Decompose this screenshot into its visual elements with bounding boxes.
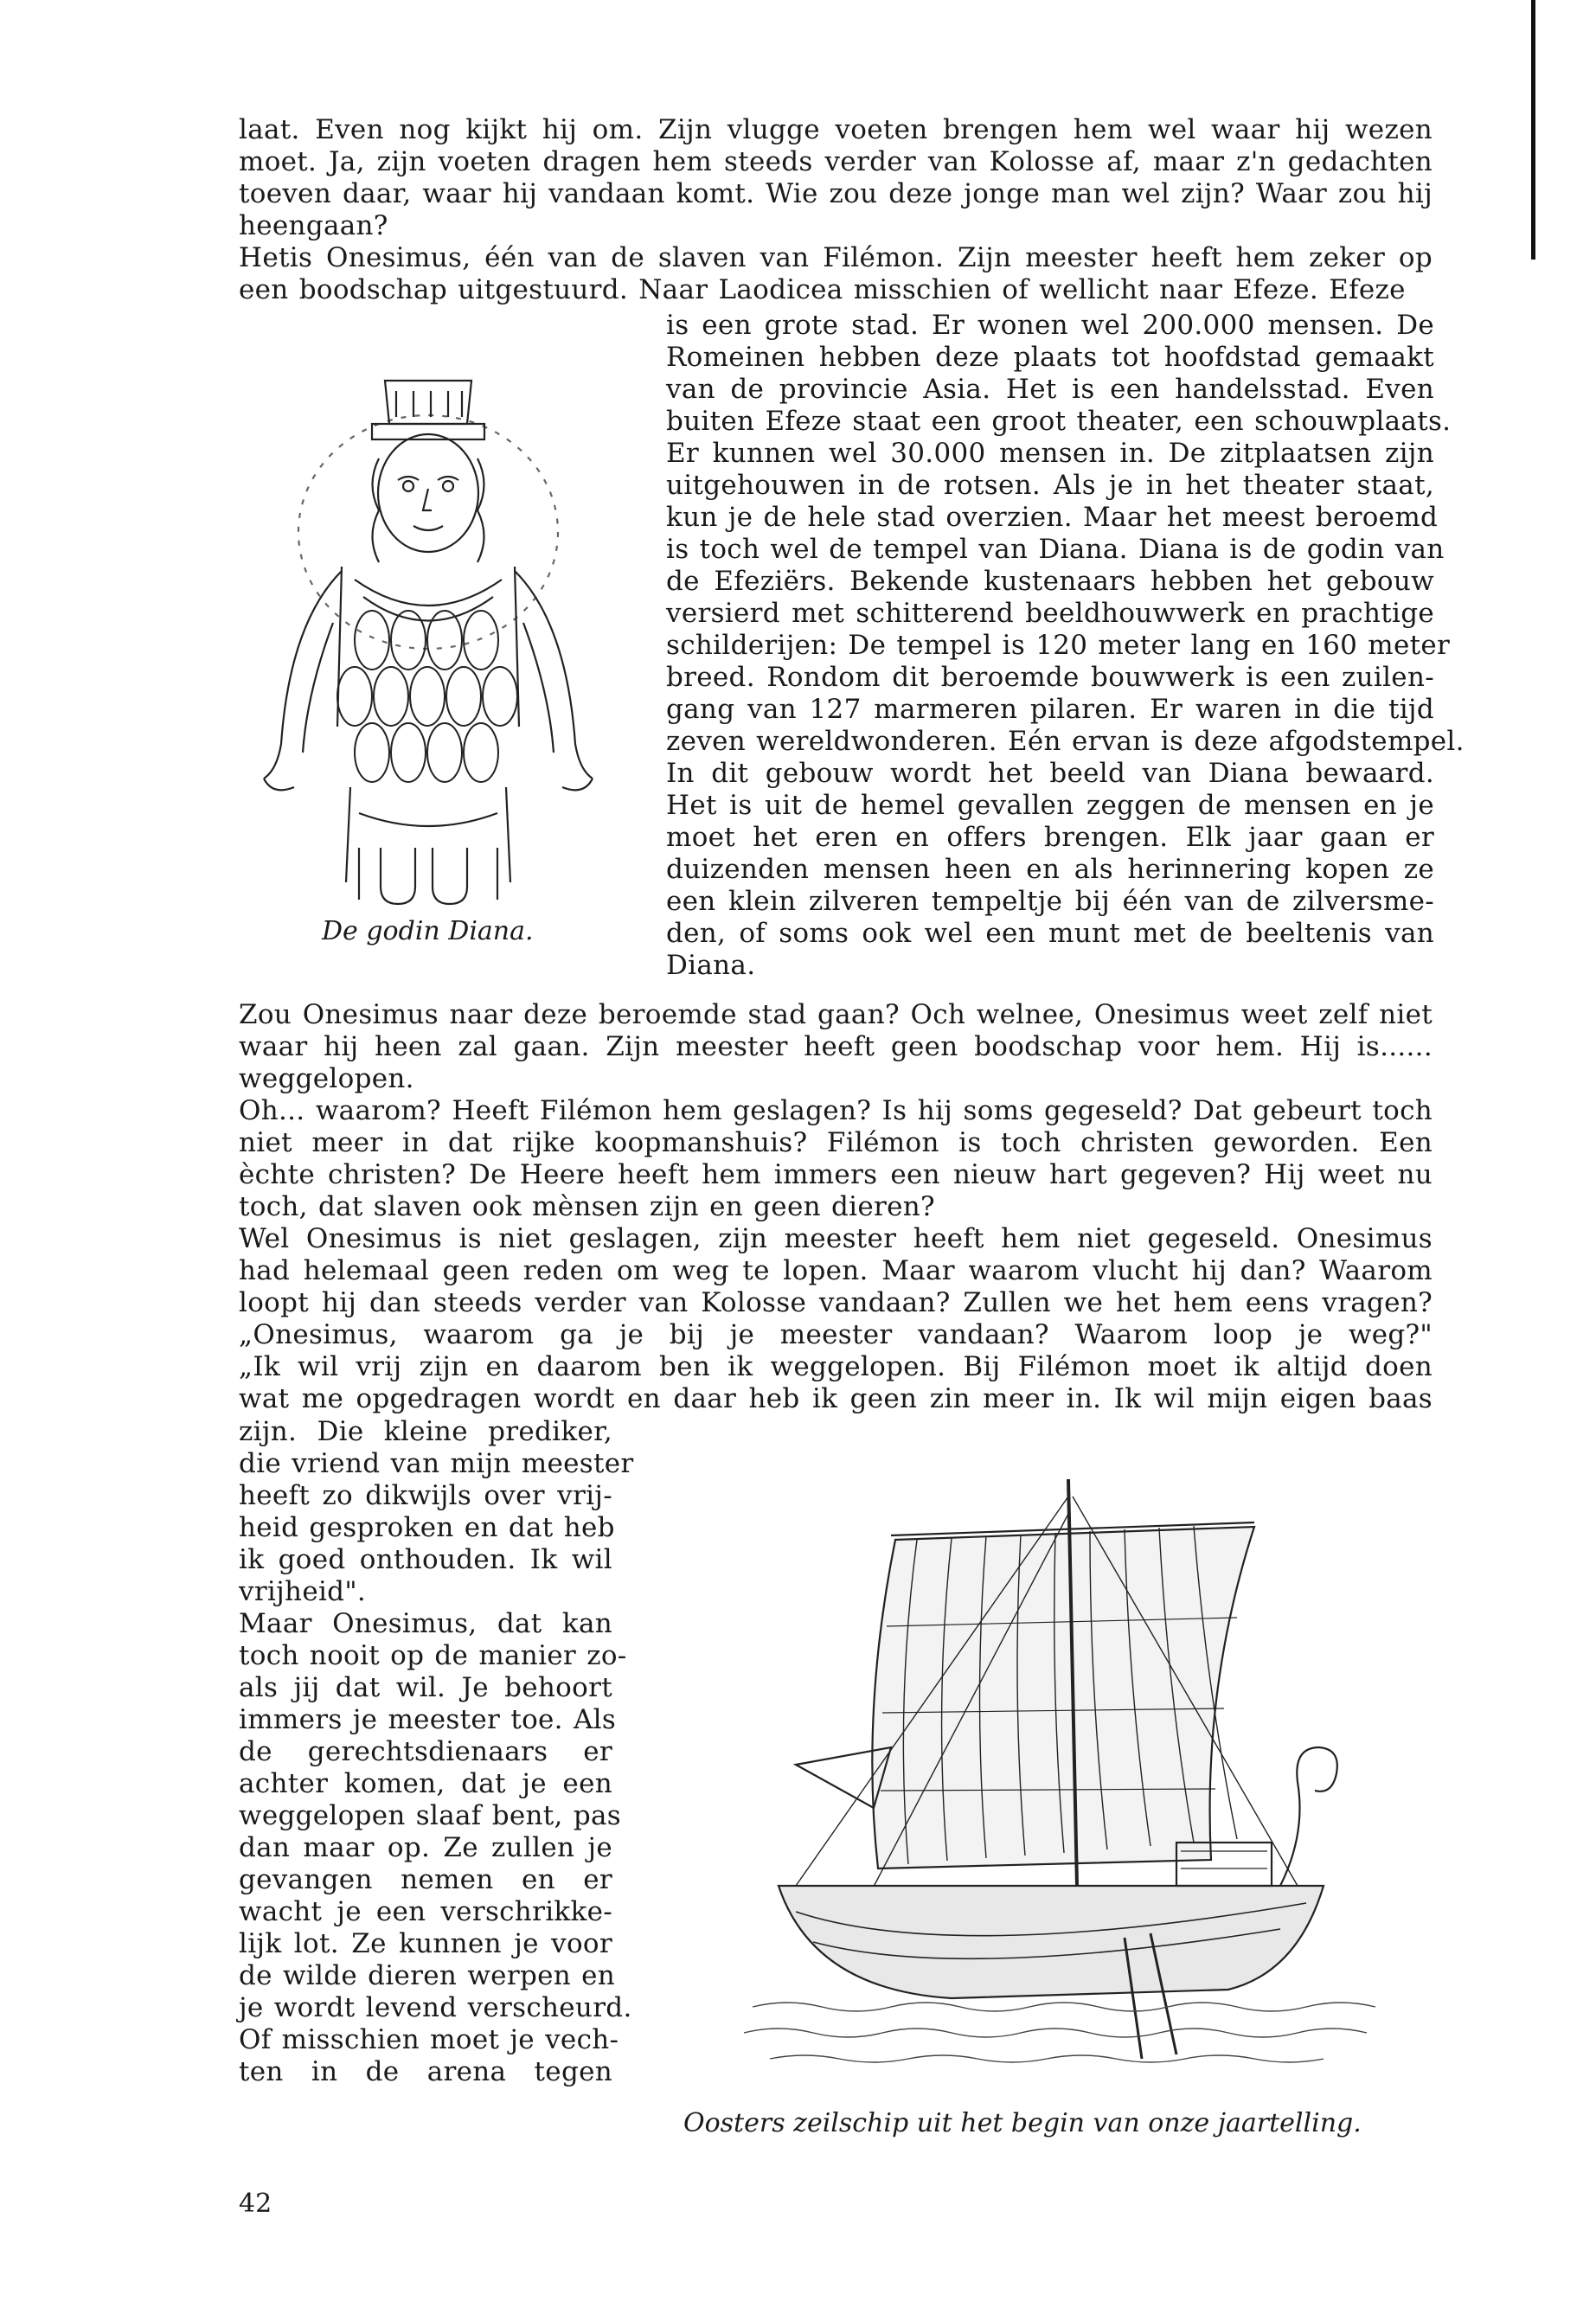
text-line: de wilde dieren werpen en xyxy=(239,1960,616,1991)
text-line: Maar Onesimus, dat kan xyxy=(239,1608,612,1639)
text-line: achter komen, dat je een xyxy=(239,1768,612,1799)
text-line: als jij dat wil. Je behoort xyxy=(239,1672,612,1703)
text-line: schilderijen: De tempel is 120 meter lang en 160 meter xyxy=(666,630,1451,661)
paragraph-onesimus xyxy=(239,999,1433,1415)
text-line: Er kunnen wel 30.000 mensen in. De zitplaatsen zijn xyxy=(666,438,1434,469)
text-line: zijn. Die kleine prediker, xyxy=(239,1416,612,1447)
text-line: heeft zo dikwijls over vrij- xyxy=(239,1480,612,1511)
paragraph-efeze xyxy=(666,310,1465,982)
text-line: den, of soms ook wel een munt met de beeltenis van xyxy=(666,918,1434,949)
text-line: toeven daar, waar hij vandaan komt. Wie zou deze jonge man wel zijn? Waar zou hij xyxy=(239,178,1433,209)
text-line: is een grote stad. Er wonen wel 200.000 mensen. De xyxy=(666,310,1434,341)
paragraph-intro xyxy=(239,114,1433,306)
text-line: Hetis Onesimus, één van de slaven van Filémon. Zijn meester heeft hem zeker op xyxy=(239,242,1433,273)
text-line: had helemaal geen reden om weg te lopen. Maar waarom vlucht hij dan? Waarom xyxy=(239,1255,1433,1286)
text-line: èchte christen? De Heere heeft hem immers een nieuw hart gegeven? Hij weet nu xyxy=(239,1159,1433,1190)
text-line: dan maar op. Ze zullen je xyxy=(239,1832,612,1863)
text-line: In dit gebouw wordt het beeld van Diana bewaard. xyxy=(666,758,1434,789)
text-line: Het is uit de hemel gevallen zeggen de mensen en je xyxy=(666,790,1434,821)
text-line: Zou Onesimus naar deze beroemde stad gaan? Och welnee, Onesimus weet zelf niet xyxy=(239,999,1433,1030)
text-line: zeven wereldwonderen. Eén ervan is deze afgodstempel. xyxy=(666,726,1465,757)
text-line: immers je meester toe. Als xyxy=(239,1704,617,1735)
text-line: die vriend van mijn meester xyxy=(239,1448,634,1479)
text-line: toch nooit op de manier zo- xyxy=(239,1640,627,1671)
ship-illustration xyxy=(744,1401,1436,2076)
text-line: Wel Onesimus is niet geslagen, zijn meester heeft hem niet gegeseld. Onesimus xyxy=(239,1223,1433,1254)
text-line: weggelopen. xyxy=(239,1063,414,1094)
text-line: Diana. xyxy=(666,950,756,981)
text-line: een boodschap uitgestuurd. Naar Laodicea misschien of wellicht naar Efeze. Efeze xyxy=(239,274,1406,305)
text-line: moet het eren en offers brengen. Elk jaar gaan er xyxy=(666,822,1434,853)
text-line: waar hij heen zal gaan. Zijn meester heeft geen boodschap voor hem. Hij is...... xyxy=(239,1031,1433,1062)
text-line: heid gesproken en dat heb xyxy=(239,1512,615,1543)
text-line: niet meer in dat rijke koopmanshuis? Filémon is toch christen geworden. Een xyxy=(239,1127,1433,1158)
text-line: „Ik wil vrij zijn en daarom ben ik weggelopen. Bij Filémon moet ik altijd doen xyxy=(239,1351,1433,1382)
text-line: wat me opgedragen wordt en daar heb ik geen zin meer in. Ik wil mijn eigen baas xyxy=(239,1383,1433,1414)
text-line: toch, dat slaven ook mènsen zijn en geen dieren? xyxy=(239,1191,935,1222)
text-line: versierd met schitterend beeldhouwwerk en prachtige xyxy=(666,598,1434,629)
text-line: loopt hij dan steeds verder van Kolosse vandaan? Zullen we het hem eens vragen? xyxy=(239,1287,1433,1318)
text-line: Of misschien moet je vech- xyxy=(239,2024,619,2055)
text-line: „Onesimus, waarom ga je bij je meester vandaan? Waarom loop je weg?" xyxy=(239,1319,1433,1350)
text-line: heengaan? xyxy=(239,210,388,241)
text-line: is toch wel de tempel van Diana. Diana is de godin van xyxy=(666,534,1445,565)
text-line: moet. Ja, zijn voeten dragen hem steeds verder van Kolosse af, maar z'n gedachten xyxy=(239,146,1433,177)
text-line: uitgehouwen in de rotsen. Als je in het theater staat, xyxy=(666,470,1434,501)
text-line: Oh... waarom? Heeft Filémon hem geslagen? Is hij soms gegeseld? Dat gebeurt toch xyxy=(239,1095,1433,1126)
text-line: laat. Even nog kijkt hij om. Zijn vlugge voeten brengen hem wel waar hij wezen xyxy=(239,114,1433,145)
text-line: ik goed onthouden. Ik wil xyxy=(239,1544,612,1575)
text-line: vrijheid". xyxy=(239,1576,367,1607)
text-line: de gerechtsdienaars er xyxy=(239,1736,612,1767)
diana-illustration xyxy=(251,363,614,934)
text-line: een klein zilveren tempeltje bij één van de zilversme- xyxy=(666,886,1434,917)
scan-edge-mark xyxy=(1531,0,1535,260)
text-line: buiten Efeze staat een groot theater, een schouwplaats. xyxy=(666,406,1452,437)
paragraph-vrijheid xyxy=(239,1416,634,2088)
text-line: gang van 127 marmeren pilaren. Er waren in die tijd xyxy=(666,694,1434,725)
text-line: ten in de arena tegen xyxy=(239,2056,612,2087)
text-line: de Efeziërs. Bekende kustenaars hebben het gebouw xyxy=(666,566,1434,597)
page-number: 42 xyxy=(239,2189,272,2219)
text-line: gevangen nemen en er xyxy=(239,1864,612,1895)
text-line: van de provincie Asia. Het is een handelsstad. Even xyxy=(666,374,1434,405)
text-line: breed. Rondom dit beroemde bouwwerk is een zuilen- xyxy=(666,662,1434,693)
text-line: weggelopen slaaf bent, pas xyxy=(239,1800,621,1831)
text-line: wacht je een verschrikke- xyxy=(239,1896,612,1927)
text-line: Romeinen hebben deze plaats tot hoofdstad gemaakt xyxy=(666,342,1434,373)
caption-ship: Oosters zeilschip uit het begin van onze jaartelling. xyxy=(683,2108,1362,2138)
text-line: kun je de hele stad overzien. Maar het meest beroemd xyxy=(666,502,1439,533)
caption-diana: De godin Diana. xyxy=(322,916,534,946)
text-line: lijk lot. Ze kunnen je voor xyxy=(239,1928,612,1959)
text-line: je wordt levend verscheurd. xyxy=(239,1992,632,2023)
text-line: duizenden mensen heen en als herinnering kopen ze xyxy=(666,854,1434,885)
